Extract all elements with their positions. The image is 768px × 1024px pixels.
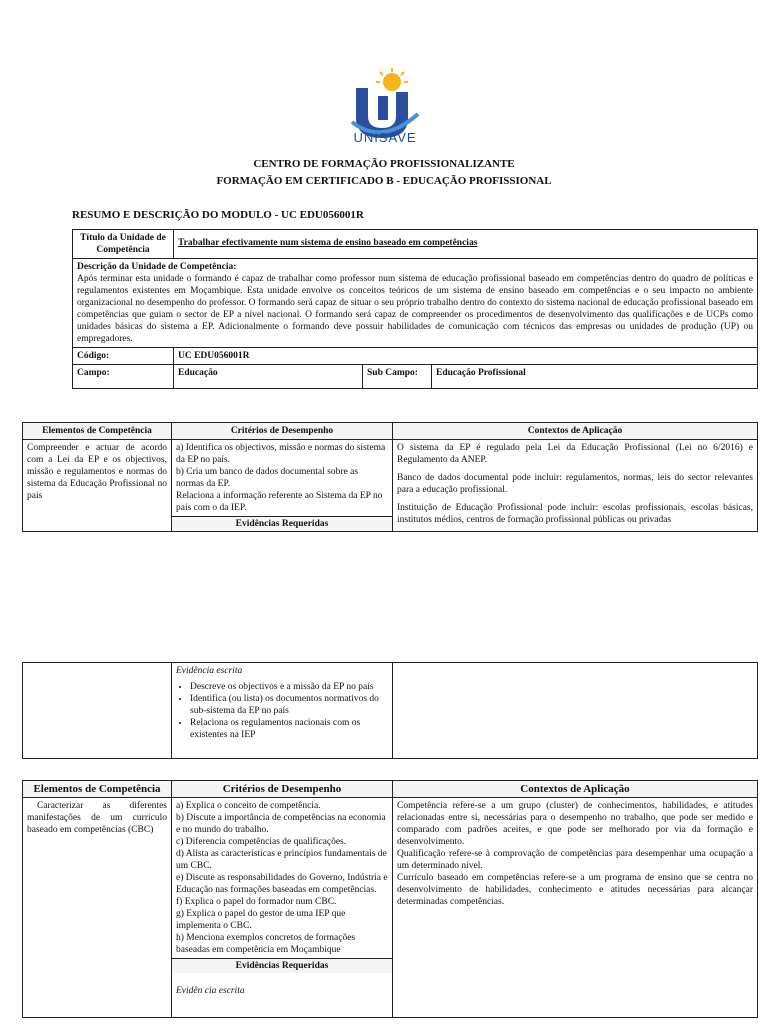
col-criterios: Critérios de Desempenho (172, 423, 393, 440)
col-contextos: Contextos de Aplicação (393, 781, 758, 798)
evidencia-item: • Relaciona os regulamentos nacionais com os existentes na IEP (190, 717, 388, 741)
contextos-cell (393, 440, 758, 532)
empty-cell (23, 663, 172, 759)
criterios-cell (172, 798, 393, 1018)
criterio-item: a) Explica o conceito de competência. (176, 801, 321, 811)
evidencias-label: Evidências Requeridas (172, 516, 392, 531)
subcampo-value: Educação Profissional (432, 365, 758, 389)
descricao-text: Após terminar esta unidade o formando é capaz de trabalhar como professor num sistema de educação profissional baseado em competências dentro do quadro de políticas e regulamentos existentes em Moçambique. Esta unidade envolve os conceitos teóricos de um sistema de ensino baseado em competências e o seu impacto no ambiente organizacional no desempenho do professor. O formando será capaz de situar o seu próprio trabalho dentro do contexto do sistema nacional de educação profissional baseado em competências que guiam o sector de EP a nível nacional. O formando será capaz de compreender os procedimentos de desenvolvimento das qualificações e de UCPs como unidades básicas do sistema a EP. Adicionalmente o formando deve possuir habilidades de comunicação com técnicos das empresas ou unidades de produção (UP) ou empregadores. (77, 274, 753, 344)
criterio-item: b) Cria um banco de dados documental sobre as normas da EP. (176, 467, 359, 489)
codigo-label: Código: (73, 348, 174, 365)
descricao-cell (73, 259, 758, 348)
evidencia-item: • Descreve os objectivos e a missão da EP no país (190, 681, 388, 693)
evidencia-title: Evidência escrita (176, 666, 243, 676)
evidencias-label: Evidências Requeridas (172, 958, 392, 973)
elemento-cell: Compreender e actuar de acordo com a Lei da EP e os objectivos, missão e regulamentos e normas do sistema da Educação Profissional no país (23, 440, 172, 532)
info-table (72, 229, 758, 389)
header-line1: CENTRO DE FORMAÇÃO PROFISSIONALIZANTE (253, 158, 515, 170)
criterio-item: c) Diferencia competências de qualificações. (176, 837, 347, 847)
elemento-cell: Caracterizar as diferentes manifestações de um currículo baseado em competências (CBC) (23, 798, 172, 1018)
contexto-item: Competência refere-se a um grupo (cluster) de conhecimentos, habilidades, e atitudes relacionadas entre si, necessárias para o desempenho no trabalho, que pode ser medido e comparado com padrões aceites, e que pode ser melhorado por via da formação e desenvolvimento. (397, 801, 753, 847)
competencia-table-2 (22, 780, 758, 1018)
logo-text: UNISAVE (353, 130, 417, 145)
campo-label: Campo: (73, 365, 174, 389)
titulo-value: Trabalhar efectivamente num sistema de ensino baseado em competências (174, 230, 758, 259)
evidencia-table (22, 662, 758, 759)
competencia-table-1 (22, 422, 758, 532)
criterio-item: b) Discute a importância de competências na economia e no mundo do trabalho. (176, 813, 386, 835)
col-elementos: Elementos de Competência (23, 781, 172, 798)
subcampo-label: Sub Campo: (363, 365, 432, 389)
criterio-item: f) Explica o papel do formador num CBC. (176, 897, 337, 907)
empty-cell (393, 663, 758, 759)
criterio-item: a) Identifica os objectivos, missão e normas do sistema da EP no país. (176, 443, 386, 465)
contextos-cell (393, 798, 758, 1018)
col-elementos: Elementos de Competência (23, 423, 172, 440)
contexto-item: Instituição de Educação Profissional pode incluir: escolas profissionais, escolas básicas, institutos médios, centros de formação profissional públicas ou privadas (397, 503, 753, 525)
codigo-value: UC EDU056001R (174, 348, 758, 365)
col-contextos: Contextos de Aplicação (393, 423, 758, 440)
criterio-item: e) Discute as responsabilidades do Governo, Indústria e Educação nas formações baseadas em competências. (176, 873, 388, 895)
contexto-item: Currículo baseado em competências refere-se a um programa de ensino que se centra no desenvolvimento de habilidades, conhecimento e atitudes necessárias para alcançar determinadas competências. (397, 873, 753, 907)
criterios-cell (172, 440, 393, 532)
descricao-label: Descrição da Unidade de Competência: (77, 262, 237, 272)
contexto-item: Qualificação refere-se à comprovação de competências para desempenhar uma ocupação a um determinado nível. (397, 849, 753, 871)
header-line2: FORMAÇÃO EM CERTIFICADO B - EDUCAÇÃO PROFISSIONAL (216, 175, 552, 187)
titulo-label: Título da Unidade de Competência (73, 230, 174, 259)
criterio-item: g) Explica o papel do gestor de uma IEP que implementa o CBC. (176, 909, 346, 931)
col-criterios: Critérios de Desempenho (172, 781, 393, 798)
criterio-item: h) Menciona exemplos concretos de formações baseadas em competência em Moçambique (176, 933, 356, 955)
campo-value: Educação (174, 365, 363, 389)
evidencia-item: • Identifica (ou lista) os documentos normativos do sub-sistema da EP no país (190, 693, 388, 717)
contexto-item: Banco de dados documental pode incluir: regulamentos, normas, leis do sector relevantes para a educação profissional. (397, 473, 753, 495)
evidencia-title: Evidên cia escrita (176, 986, 245, 996)
contexto-item: O sistema da EP é regulado pela Lei da Educação Profissional (Lei no 6/2016) e Regulamento da ANEP. (397, 443, 753, 465)
criterio-item: d) Alista as características e princípios fundamentais de um CBC. (176, 849, 387, 871)
resumo-title: RESUMO E DESCRIÇÃO DO MODULO - UC EDU056001R (72, 209, 364, 221)
evidencia-cell (172, 663, 393, 759)
criterio-item: Relaciona a informação referente ao Sistema da EP no país com o da IEP. (176, 491, 383, 513)
